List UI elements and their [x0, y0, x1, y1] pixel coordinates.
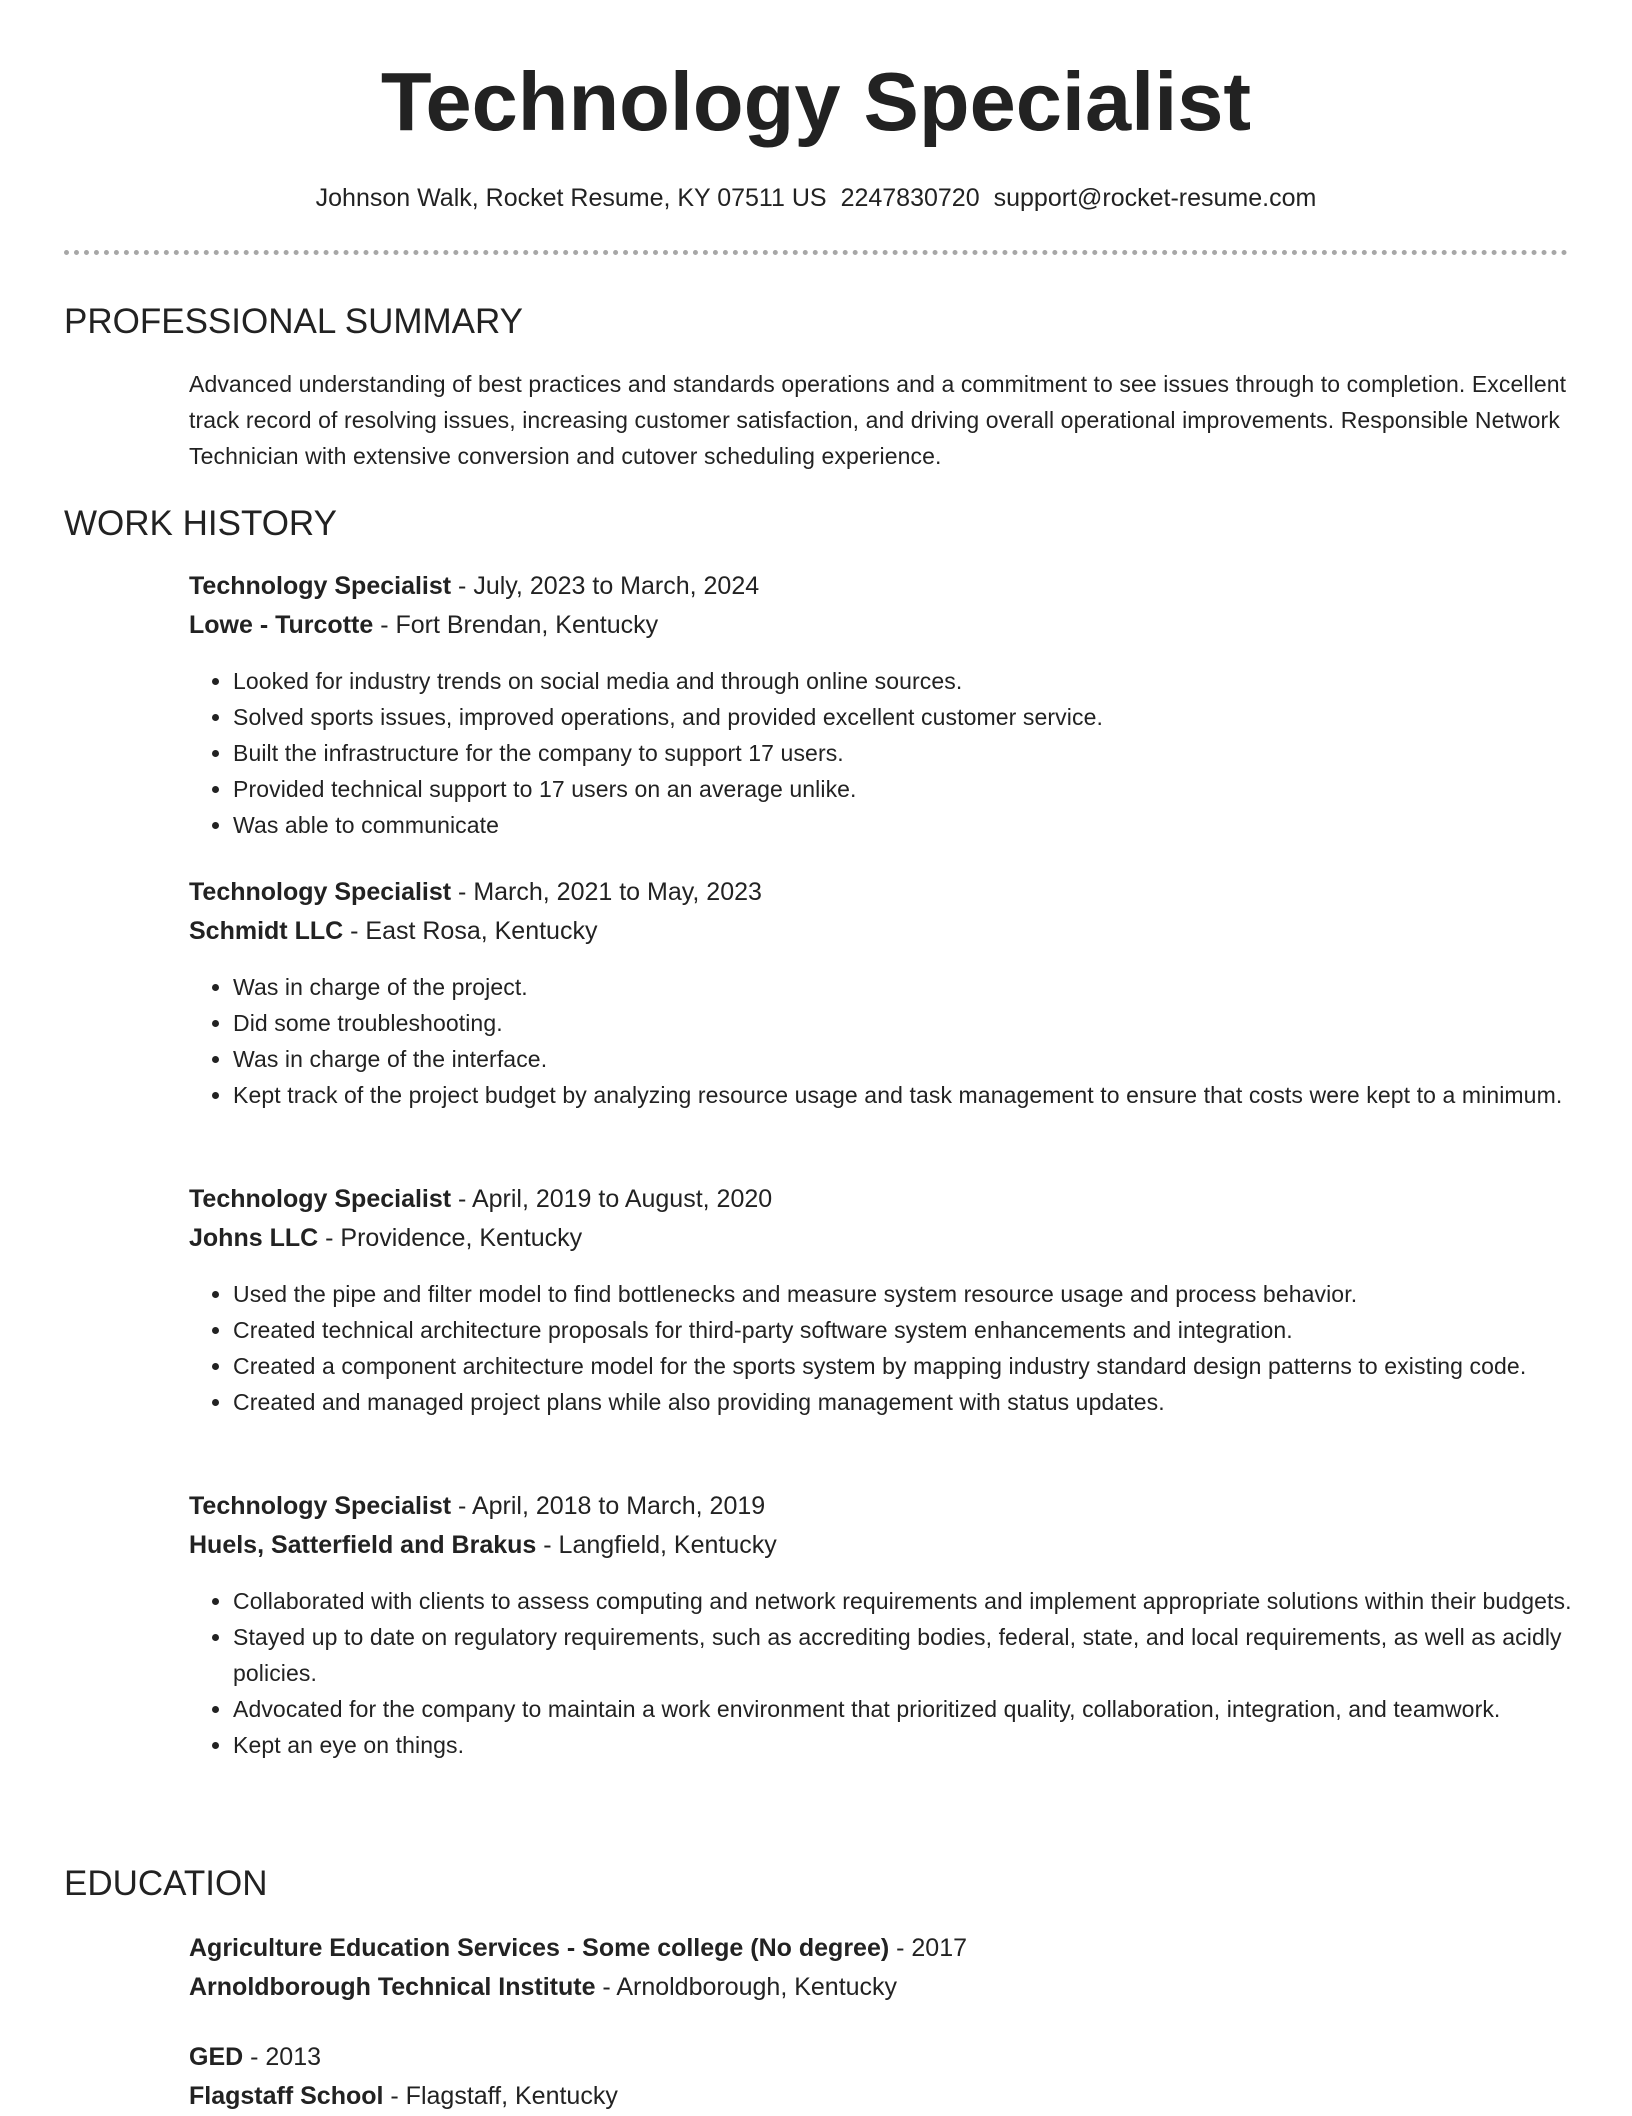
job-location: - Fort Brendan, Kentucky: [373, 611, 659, 639]
education-degree: Agriculture Education Services - Some college (No degree): [189, 1934, 890, 1962]
job-entry: [189, 1487, 1579, 1763]
resume-name: Technology Specialist: [380, 55, 1252, 148]
job-company: Schmidt LLC: [189, 917, 344, 945]
job-role: Technology Specialist: [189, 572, 452, 600]
job-title-line: [189, 1180, 1579, 1219]
job-bullet: • Created and managed project plans while also providing management with status updates.: [233, 1384, 1579, 1420]
job-bullet: • Solved sports issues, improved operations, and provided excellent customer service.: [233, 699, 1579, 735]
job-role: Technology Specialist: [189, 1492, 452, 1520]
job-company-line: [189, 1526, 1579, 1565]
job-bullet: • Created technical architecture proposals for third-party software system enhancements and integration.: [233, 1312, 1579, 1348]
job-company: Johns LLC: [189, 1224, 319, 1252]
education-school-line: [189, 2077, 1579, 2116]
contact-phone: 2247830720: [840, 184, 980, 212]
education-degree-line: [189, 1929, 1579, 1968]
education-degree-line: [189, 2038, 1579, 2077]
job-bullet: • Was in charge of the interface.: [233, 1041, 1579, 1077]
job-dates: - April, 2018 to March, 2019: [451, 1492, 766, 1520]
contact-email: support@rocket-resume.com: [993, 184, 1317, 212]
education-year: - 2013: [243, 2043, 322, 2071]
job-entry: [189, 873, 1579, 1113]
job-bullet: • Built the infrastructure for the company to support 17 users.: [233, 735, 1579, 771]
education-heading: EDUCATION: [64, 1864, 268, 1903]
job-company: Lowe - Turcotte: [189, 611, 374, 639]
education-school: Flagstaff School: [189, 2082, 384, 2110]
education-entry: [189, 1929, 1579, 2007]
education-school-line: [189, 1968, 1579, 2007]
job-title-line: [189, 873, 1579, 912]
education-entry: [189, 2038, 1579, 2116]
header-divider: [64, 250, 1568, 255]
summary-heading: PROFESSIONAL SUMMARY: [64, 302, 523, 341]
job-company-line: [189, 606, 1579, 645]
job-bullet: • Collaborated with clients to assess computing and network requirements and implement appropriate solutions within their budgets.: [233, 1583, 1579, 1619]
job-bullet: • Did some troubleshooting.: [233, 1005, 1579, 1041]
job-bullets: [189, 1276, 1579, 1420]
education-year: - 2017: [889, 1934, 968, 1962]
job-company: Huels, Satterfield and Brakus: [189, 1531, 537, 1559]
job-entry: [189, 1180, 1579, 1420]
job-dates: - July, 2023 to March, 2024: [451, 572, 760, 600]
job-company-line: [189, 1219, 1579, 1258]
education-location: - Arnoldborough, Kentucky: [595, 1973, 898, 2001]
contact-line: [0, 181, 1632, 215]
education-location: - Flagstaff, Kentucky: [383, 2082, 618, 2110]
summary-text: [189, 366, 1579, 474]
job-bullets: [189, 663, 1579, 843]
job-entry: [189, 567, 1579, 843]
job-dates: - April, 2019 to August, 2020: [451, 1185, 773, 1213]
summary-paragraph: Advanced understanding of best practices and standards operations and a commitment to see issues through to completion. Excellent track record of resolving issues, increasing customer satisfaction, and driving overall operational improvements. Responsible Network Technician with extensive conversion and cutover scheduling experience.: [189, 371, 1567, 469]
job-bullet: • Stayed up to date on regulatory requirements, such as accrediting bodies, federal, state, and local requirements, as well as acidly policies.: [233, 1619, 1579, 1691]
education-degree: GED: [189, 2043, 244, 2071]
job-bullet: • Was able to communicate: [233, 807, 1579, 843]
job-title-line: [189, 567, 1579, 606]
job-company-line: [189, 912, 1579, 951]
job-bullet: • Looked for industry trends on social media and through online sources.: [233, 663, 1579, 699]
job-role: Technology Specialist: [189, 1185, 452, 1213]
job-bullet: • Was in charge of the project.: [233, 969, 1579, 1005]
job-bullet: • Created a component architecture model for the sports system by mapping industry standard design patterns to existing code.: [233, 1348, 1579, 1384]
job-title-line: [189, 1487, 1579, 1526]
job-dates: - March, 2021 to May, 2023: [451, 878, 762, 906]
job-location: - East Rosa, Kentucky: [343, 917, 598, 945]
job-bullet: • Kept an eye on things.: [233, 1727, 1579, 1763]
job-role: Technology Specialist: [189, 878, 452, 906]
work-history-heading: WORK HISTORY: [64, 504, 337, 543]
job-bullets: [189, 1583, 1579, 1763]
job-bullet: • Advocated for the company to maintain a work environment that prioritized quality, collaboration, integration, and teamwork.: [233, 1691, 1579, 1727]
job-bullet: • Kept track of the project budget by analyzing resource usage and task management to ensure that costs were kept to a minimum.: [233, 1077, 1579, 1113]
job-bullet: • Provided technical support to 17 users on an average unlike.: [233, 771, 1579, 807]
education-school: Arnoldborough Technical Institute: [189, 1973, 596, 2001]
job-location: - Providence, Kentucky: [318, 1224, 583, 1252]
job-location: - Langfield, Kentucky: [536, 1531, 777, 1559]
job-bullets: [189, 969, 1579, 1113]
contact-address: Johnson Walk, Rocket Resume, KY 07511 US: [315, 184, 827, 212]
job-bullet: • Used the pipe and filter model to find bottlenecks and measure system resource usage and process behavior.: [233, 1276, 1579, 1312]
